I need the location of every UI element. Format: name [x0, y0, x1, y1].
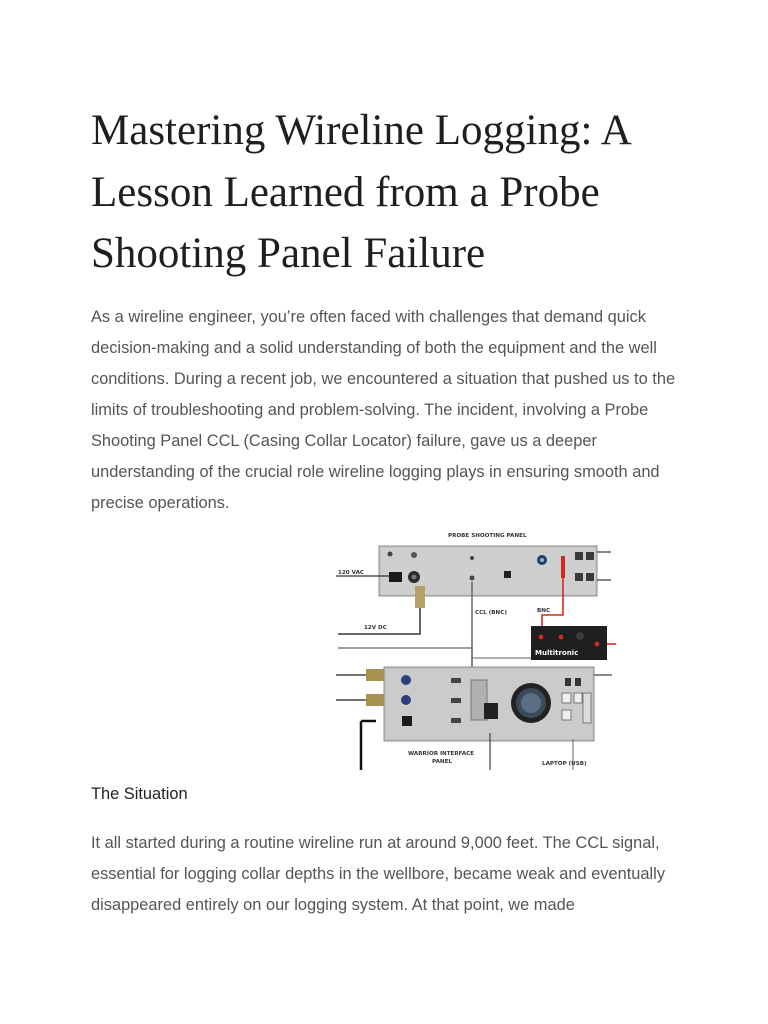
power-label: 12V DC: [364, 625, 387, 631]
wiring-diagram: [336, 528, 616, 770]
probe-shooting-panel: [379, 546, 597, 596]
article-title: Mastering Wireline Logging: A Lesson Learned from a Probe Shooting Panel Failure: [91, 107, 630, 277]
warrior-interface-panel: [384, 667, 594, 741]
bnc-label: BNC: [537, 608, 551, 614]
interface-label-line1: WARRIOR INTERFACE: [408, 751, 475, 757]
side-power-label: 120 VAC: [338, 570, 365, 576]
laptop-label: LAPTOP (USB): [542, 761, 587, 767]
multitronic-label: Multitronic: [535, 649, 579, 657]
situation-paragraph: It all started during a routine wireline run at around 9,000 feet. The CCL signal, essential for logging collar depths in the wellbore, became weak and eventually disappeared entirely on our logging system. At that point, we made: [91, 834, 666, 914]
probe-panel-label: PROBE SHOOTING PANEL: [448, 533, 527, 539]
ccl-label: CCL (BNC): [475, 610, 507, 616]
wiring-diagram-figure: [336, 528, 616, 770]
multitronic-device: [531, 626, 607, 660]
intro-paragraph: As a wireline engineer, you’re often faced with challenges that demand quick decision-making and a solid understanding of both the equipment and the well conditions. During a recent job, we encountered a situation that pushed us to the limits of troubleshooting and problem-solving. The incident, involving a Probe Shooting Panel CCL (Casing Collar Locator) failure, gave us a deeper understanding of the crucial role wireline logging plays in ensuring smooth and precise operations.: [91, 308, 676, 512]
section-heading: The Situation: [91, 785, 188, 803]
interface-label-line2: PANEL: [432, 759, 452, 765]
